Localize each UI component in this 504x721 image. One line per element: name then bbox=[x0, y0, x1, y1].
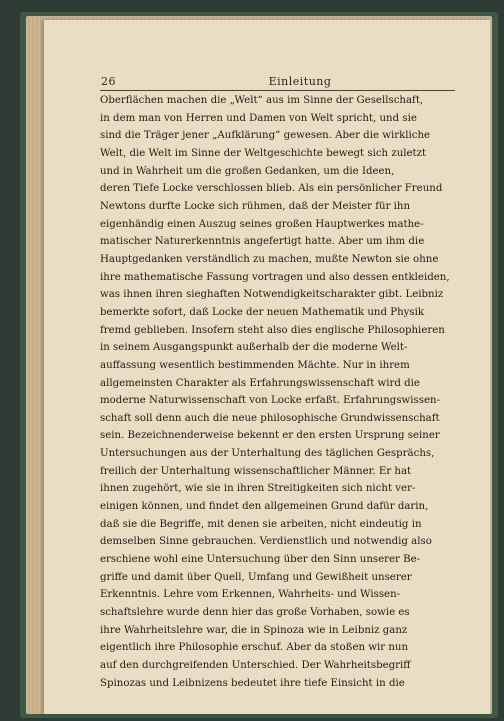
text-line: ihnen zugehört, wie sie in ihren Streitigkeiten sich nicht ver- bbox=[100, 483, 416, 495]
text-line: Newtons durfte Locke sich rühmen, daß der Meister für ihn bbox=[100, 200, 411, 212]
text-line: eigenhändig einen Auszug seines großen Hauptwerkes mathe- bbox=[100, 218, 424, 230]
header-rule bbox=[100, 90, 455, 91]
text-line: moderne Naturwissenschaft von Locke erfaßt. Erfahrungswissen- bbox=[100, 395, 441, 407]
text-line: Untersuchungen aus der Unterhaltung des täglichen Gesprächs, bbox=[100, 448, 435, 460]
text-line: auffassung wesentlich bestimmenden Mächte. Nur in ihrem bbox=[100, 359, 410, 371]
body-text bbox=[100, 92, 460, 692]
text-line: Hauptgedanken verständlich zu machen, mußte Newton sie ohne bbox=[100, 253, 439, 265]
text-line: was ihnen ihren sieghaften Notwendigkeitscharakter gibt. Leibniz bbox=[100, 289, 444, 301]
text-line: auf den durchgreifenden Unterschied. Der Wahrheitsbegriff bbox=[100, 660, 411, 671]
text-line: erschiene wohl eine Untersuchung über den Sinn unserer Be- bbox=[100, 554, 421, 566]
text-line: allgemeinsten Charakter als Erfahrungswissenschaft wird die bbox=[100, 377, 420, 389]
text-line: matischer Naturerkenntnis angefertigt hatte. Aber um ihm die bbox=[100, 236, 425, 248]
text-line: sind die Träger jener „Aufklärung“ gewesen. Aber die wirkliche bbox=[100, 130, 431, 142]
text-line: Spinozas und Leibnizens bedeutet ihre tiefe Einsicht in die bbox=[100, 677, 405, 689]
text-line: bemerkte sofort, daß Locke der neuen Mathematik und Physik bbox=[100, 306, 425, 318]
text-line: ihre Wahrheitslehre war, die in Spinoza wie in Leibniz ganz bbox=[100, 624, 408, 636]
text-line: Oberflächen machen die „Welt“ aus im Sinne der Gesellschaft, bbox=[100, 95, 424, 106]
text-line: und in Wahrheit um die großen Gedanken, um die Ideen, bbox=[100, 165, 395, 177]
text-line: einigen können, und findet den allgemeinen Grund dafür darin, bbox=[100, 501, 429, 513]
text-line: sein. Bezeichnenderweise bekennt er den ersten Ursprung seiner bbox=[100, 430, 440, 442]
text-line: in seinem Ausgangspunkt außerhalb der die moderne Welt- bbox=[100, 342, 408, 354]
text-line: demselben Sinne gebrauchen. Verdienstlich und notwendig also bbox=[100, 536, 432, 548]
text-line: in dem man von Herren und Damen von Welt spricht, und sie bbox=[100, 112, 417, 124]
text-line: deren Tiefe Locke verschlossen blieb. Als ein persönlicher Freund bbox=[100, 183, 443, 195]
text-line: eigentlich ihre Philosophie erschuf. Aber da stoßen wir nun bbox=[100, 642, 409, 654]
text-line: daß sie die Begriffe, mit denen sie arbeiten, nicht eindeutig in bbox=[100, 518, 422, 530]
text-line: schaft soll denn auch die neue philosophische Grundwissenschaft bbox=[100, 412, 440, 424]
text-line: freilich der Unterhaltung wissenschaftlicher Männer. Er hat bbox=[100, 465, 412, 477]
text-line: Welt, die Welt im Sinne der Weltgeschichte bewegt sich zuletzt bbox=[100, 147, 427, 159]
text-line: schaftslehre wurde denn hier das große Vorhaben, sowie es bbox=[100, 607, 410, 619]
text-line: Erkenntnis. Lehre vom Erkennen, Wahrheits- und Wissen- bbox=[100, 589, 401, 601]
page-number: 26 bbox=[101, 75, 116, 88]
text-line: ihre mathematische Fassung vortragen und also dessen entkleiden, bbox=[100, 271, 450, 283]
text-line: fremd geblieben. Insofern steht also dies englische Philosophieren bbox=[100, 324, 445, 336]
text-line: griffe und damit über Quell, Umfang und Gewißheit unserer bbox=[100, 571, 412, 583]
running-title: Einleitung bbox=[268, 75, 332, 88]
